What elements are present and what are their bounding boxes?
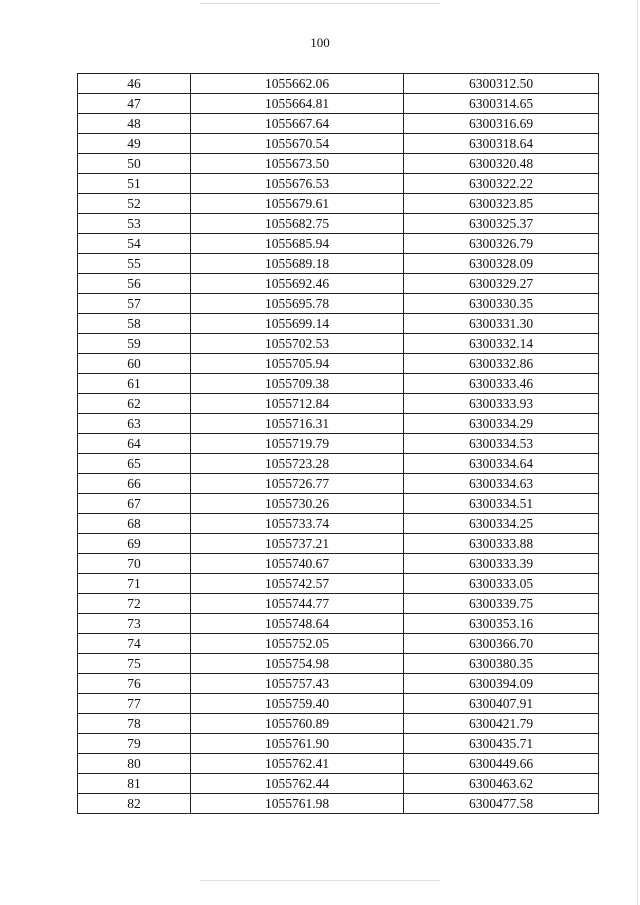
y-coordinate-cell: 6300334.53 [404,434,599,454]
point-number-cell: 61 [78,374,191,394]
y-coordinate-cell: 6300332.14 [404,334,599,354]
point-number-cell: 73 [78,614,191,634]
table-row [78,394,599,414]
table-row [78,674,599,694]
x-coordinate-cell: 1055761.90 [191,734,404,754]
y-coordinate-cell: 6300333.39 [404,554,599,574]
x-coordinate-cell: 1055679.61 [191,194,404,214]
x-coordinate-cell: 1055670.54 [191,134,404,154]
table-row [78,354,599,374]
table-row [78,214,599,234]
y-coordinate-cell: 6300477.58 [404,794,599,814]
y-coordinate-cell: 6300312.50 [404,74,599,94]
y-coordinate-cell: 6300380.35 [404,654,599,674]
table-row [78,274,599,294]
point-number-cell: 76 [78,674,191,694]
y-coordinate-cell: 6300339.75 [404,594,599,614]
x-coordinate-cell: 1055705.94 [191,354,404,374]
y-coordinate-cell: 6300326.79 [404,234,599,254]
point-number-cell: 49 [78,134,191,154]
y-coordinate-cell: 6300325.37 [404,214,599,234]
y-coordinate-cell: 6300333.46 [404,374,599,394]
point-number-cell: 82 [78,794,191,814]
point-number-cell: 65 [78,454,191,474]
x-coordinate-cell: 1055699.14 [191,314,404,334]
table-row [78,254,599,274]
x-coordinate-cell: 1055742.57 [191,574,404,594]
x-coordinate-cell: 1055726.77 [191,474,404,494]
x-coordinate-cell: 1055692.46 [191,274,404,294]
point-number-cell: 67 [78,494,191,514]
table-row [78,654,599,674]
point-number-cell: 68 [78,514,191,534]
point-number-cell: 80 [78,754,191,774]
table-row [78,294,599,314]
x-coordinate-cell: 1055702.53 [191,334,404,354]
table-row [78,154,599,174]
page-number: 100 [310,35,330,50]
point-number-cell: 79 [78,734,191,754]
y-coordinate-cell: 6300316.69 [404,114,599,134]
x-coordinate-cell: 1055762.41 [191,754,404,774]
point-number-cell: 60 [78,354,191,374]
point-number-cell: 72 [78,594,191,614]
y-coordinate-cell: 6300331.30 [404,314,599,334]
point-number-cell: 78 [78,714,191,734]
y-coordinate-cell: 6300366.70 [404,634,599,654]
point-number-cell: 54 [78,234,191,254]
table-row [78,194,599,214]
table-row [78,734,599,754]
y-coordinate-cell: 6300394.09 [404,674,599,694]
point-number-cell: 77 [78,694,191,714]
y-coordinate-cell: 6300463.62 [404,774,599,794]
y-coordinate-cell: 6300333.05 [404,574,599,594]
table-row [78,174,599,194]
point-number-cell: 52 [78,194,191,214]
table-row [78,374,599,394]
point-number-cell: 59 [78,334,191,354]
x-coordinate-cell: 1055761.98 [191,794,404,814]
coordinates-table-body [78,74,599,814]
point-number-cell: 66 [78,474,191,494]
point-number-cell: 69 [78,534,191,554]
x-coordinate-cell: 1055662.06 [191,74,404,94]
x-coordinate-cell: 1055667.64 [191,114,404,134]
table-row [78,554,599,574]
table-row [78,434,599,454]
table-row [78,694,599,714]
x-coordinate-cell: 1055664.81 [191,94,404,114]
point-number-cell: 50 [78,154,191,174]
y-coordinate-cell: 6300333.88 [404,534,599,554]
y-coordinate-cell: 6300329.27 [404,274,599,294]
point-number-cell: 64 [78,434,191,454]
y-coordinate-cell: 6300334.64 [404,454,599,474]
y-coordinate-cell: 6300449.66 [404,754,599,774]
point-number-cell: 70 [78,554,191,574]
point-number-cell: 56 [78,274,191,294]
x-coordinate-cell: 1055709.38 [191,374,404,394]
table-row [78,94,599,114]
y-coordinate-cell: 6300332.86 [404,354,599,374]
y-coordinate-cell: 6300328.09 [404,254,599,274]
y-coordinate-cell: 6300435.71 [404,734,599,754]
y-coordinate-cell: 6300314.65 [404,94,599,114]
x-coordinate-cell: 1055748.64 [191,614,404,634]
y-coordinate-cell: 6300334.29 [404,414,599,434]
y-coordinate-cell: 6300334.63 [404,474,599,494]
coordinates-table [77,73,599,814]
table-row [78,454,599,474]
x-coordinate-cell: 1055754.98 [191,654,404,674]
table-row [78,794,599,814]
x-coordinate-cell: 1055760.89 [191,714,404,734]
x-coordinate-cell: 1055719.79 [191,434,404,454]
point-number-cell: 55 [78,254,191,274]
table-row [78,334,599,354]
point-number-cell: 51 [78,174,191,194]
scan-edge-top [200,3,440,4]
scan-edge-bottom [200,880,440,881]
table-row [78,134,599,154]
point-number-cell: 53 [78,214,191,234]
x-coordinate-cell: 1055740.67 [191,554,404,574]
x-coordinate-cell: 1055685.94 [191,234,404,254]
table-row [78,774,599,794]
table-row [78,574,599,594]
table-row [78,594,599,614]
table-row [78,414,599,434]
table-row [78,314,599,334]
table-row [78,474,599,494]
y-coordinate-cell: 6300353.16 [404,614,599,634]
x-coordinate-cell: 1055752.05 [191,634,404,654]
point-number-cell: 75 [78,654,191,674]
table-row [78,634,599,654]
point-number-cell: 48 [78,114,191,134]
point-number-cell: 63 [78,414,191,434]
point-number-cell: 58 [78,314,191,334]
y-coordinate-cell: 6300323.85 [404,194,599,214]
point-number-cell: 47 [78,94,191,114]
x-coordinate-cell: 1055744.77 [191,594,404,614]
x-coordinate-cell: 1055689.18 [191,254,404,274]
x-coordinate-cell: 1055676.53 [191,174,404,194]
x-coordinate-cell: 1055759.40 [191,694,404,714]
x-coordinate-cell: 1055757.43 [191,674,404,694]
x-coordinate-cell: 1055682.75 [191,214,404,234]
y-coordinate-cell: 6300334.25 [404,514,599,534]
y-coordinate-cell: 6300322.22 [404,174,599,194]
table-row [78,754,599,774]
point-number-cell: 62 [78,394,191,414]
x-coordinate-cell: 1055695.78 [191,294,404,314]
scan-edge-right [637,0,638,905]
y-coordinate-cell: 6300318.64 [404,134,599,154]
point-number-cell: 74 [78,634,191,654]
x-coordinate-cell: 1055673.50 [191,154,404,174]
x-coordinate-cell: 1055716.31 [191,414,404,434]
table-row [78,714,599,734]
x-coordinate-cell: 1055730.26 [191,494,404,514]
y-coordinate-cell: 6300421.79 [404,714,599,734]
table-row [78,234,599,254]
y-coordinate-cell: 6300333.93 [404,394,599,414]
y-coordinate-cell: 6300330.35 [404,294,599,314]
y-coordinate-cell: 6300407.91 [404,694,599,714]
point-number-cell: 71 [78,574,191,594]
y-coordinate-cell: 6300334.51 [404,494,599,514]
table-row [78,614,599,634]
point-number-cell: 57 [78,294,191,314]
table-row [78,74,599,94]
table-row [78,514,599,534]
x-coordinate-cell: 1055712.84 [191,394,404,414]
table-row [78,534,599,554]
x-coordinate-cell: 1055723.28 [191,454,404,474]
table-row [78,494,599,514]
y-coordinate-cell: 6300320.48 [404,154,599,174]
x-coordinate-cell: 1055737.21 [191,534,404,554]
point-number-cell: 46 [78,74,191,94]
x-coordinate-cell: 1055762.44 [191,774,404,794]
point-number-cell: 81 [78,774,191,794]
table-row [78,114,599,134]
x-coordinate-cell: 1055733.74 [191,514,404,534]
